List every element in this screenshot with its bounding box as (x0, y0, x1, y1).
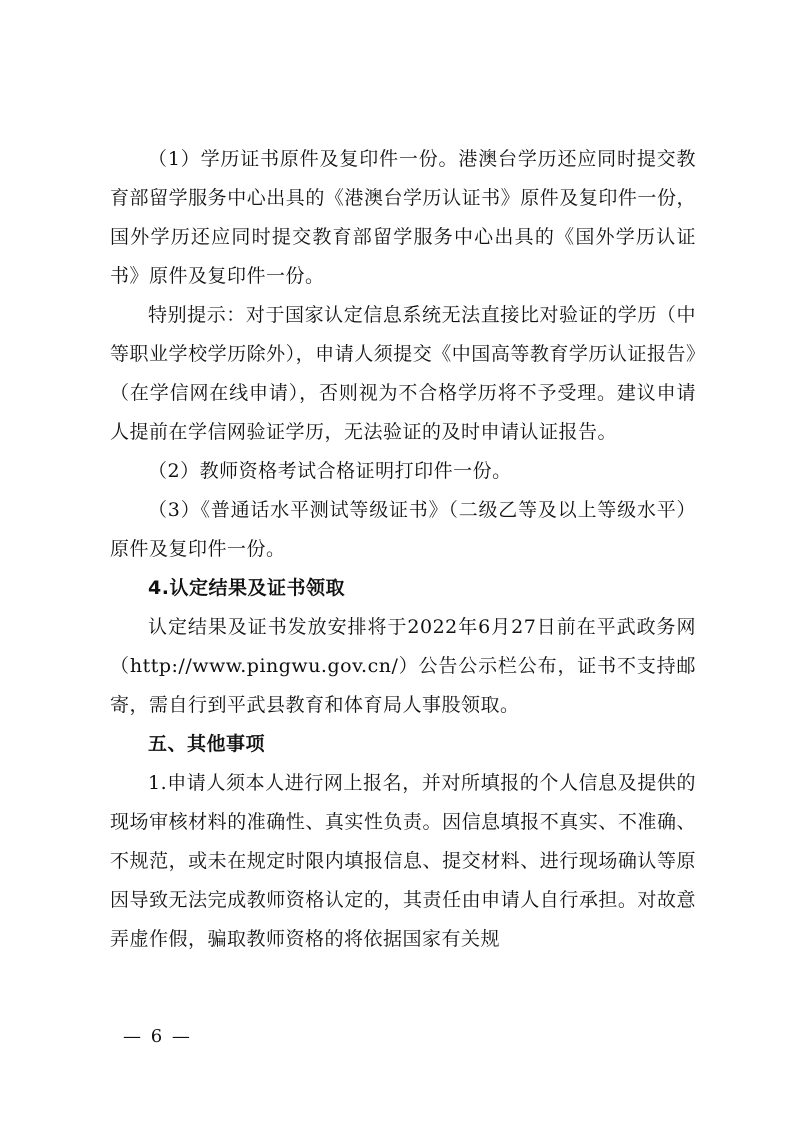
document-body (110, 140, 696, 959)
paragraph-result-collection: 认定结果及证书发放安排将于2022年6月27日前在平武政务网（http://www.pingwu.gov.cn/）公告公示栏公布，证书不支持邮寄，需自行到平武县教育和体育局人事股领取。 (110, 616, 696, 716)
paragraph-diploma: （1）学历证书原件及复印件一份。港澳台学历还应同时提交教育部留学服务中心出具的《港澳台学历认证书》原件及复印件一份，国外学历还应同时提交教育部留学服务中心出具的《国外学历认证书》原件及复印件一份。 (110, 148, 696, 287)
section-heading-result: 4.认定结果及证书领取 (148, 577, 345, 599)
page-number: — 6 — (123, 1026, 192, 1047)
paragraph-mandarin-certificate: （3）《普通话水平测试等级证书》（二级乙等及以上等级水平）原件及复印件一份。 (110, 499, 696, 560)
section-heading-other: 五、其他事项 (148, 733, 266, 755)
paragraph-special-notice: 特别提示：对于国家认定信息系统无法直接比对验证的学历（中等职业学校学历除外），申请人须提交《中国高等教育学历认证报告》（在学信网在线申请），否则视为不合格学历将不予受理。建议申请人提前在学信网验证学历，无法验证的及时申请认证报告。 (110, 304, 696, 443)
paragraph-other-matters: 1.申请人须本人进行网上报名，并对所填报的个人信息及提供的现场审核材料的准确性、真实性负责。因信息填报不真实、不准确、不规范，或未在规定时限内填报信息、提交材料、进行现场确认等原因导致无法完成教师资格认定的，其责任由申请人自行承担。对故意弄虚作假，骗取教师资格的将依据国家有关规 (110, 772, 696, 950)
paragraph-exam-certificate: （2）教师资格考试合格证明打印件一份。 (148, 460, 512, 482)
